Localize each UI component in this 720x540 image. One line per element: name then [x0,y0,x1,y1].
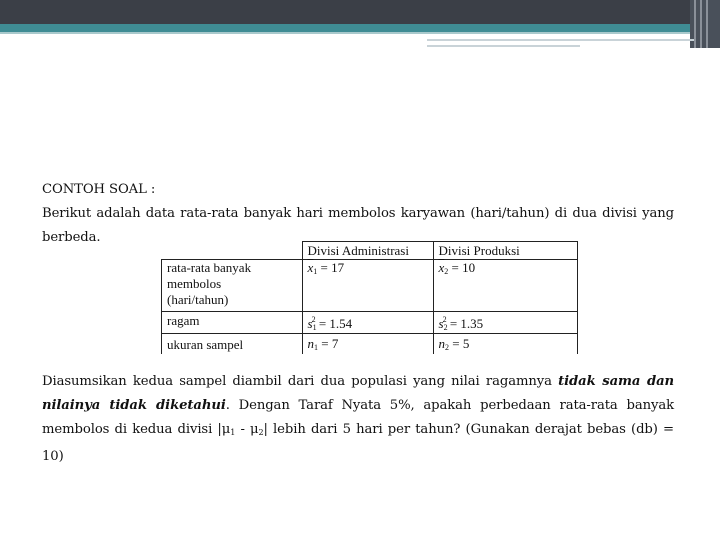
row-label-variance: ragam [162,312,303,334]
top-banner-line [0,32,720,34]
data-table [161,241,578,354]
decorative-line [427,45,580,47]
question-line-2: nilainya tidak diketahui. Dengan Taraf Nyata 5%, apakah perbedaan rata-rata banyak [42,398,674,413]
corner-stripe [706,0,708,48]
column-header-administrasi: Divisi Administrasi [302,242,433,260]
corner-stripe [694,0,696,48]
cell-n-produksi: $n_2 = 5$ [433,334,577,355]
question-line-4: 10) [42,449,64,464]
slide-content [42,178,674,250]
cell-variance-produksi: $s_2^2 = 1.35$ [433,312,577,334]
top-banner [0,0,720,24]
question-paragraph [42,370,674,469]
decorative-line [427,39,694,41]
cell-variance-administrasi: $s_1^2 = 1.54$ [302,312,433,334]
question-line-3: membolos di kedua divisi $|\mu_1 - \mu_2|$ lebih dari 5 hari per tahun? (Gunakan derajat bebas (db) = [42,422,674,437]
intro-line-1: Berikut adalah data rata-rata banyak hari membolos karyawan (hari/tahun) di dua divisi yang [42,206,674,221]
cell-n-administrasi: $n_1 = 7$ [302,334,433,355]
row-label-sample-size: ukuran sampel [162,334,303,355]
corner-stripe [700,0,702,48]
heading: CONTOH SOAL : [42,182,156,197]
intro-line-2: berbeda. [42,230,101,245]
row-label-mean: rata-rata banyak membolos (hari/tahun) [162,260,303,312]
column-header-produksi: Divisi Produksi [433,242,577,260]
cell-mean-administrasi: $\overline{x}_1 = 17$ [302,260,433,312]
cell-mean-produksi: $\overline{x}_2 = 10$ [433,260,577,312]
question-line-1: Diasumsikan kedua sampel diambil dari dua populasi yang nilai ragamnya tidak sama dan [42,374,674,389]
top-banner-accent [0,24,720,32]
